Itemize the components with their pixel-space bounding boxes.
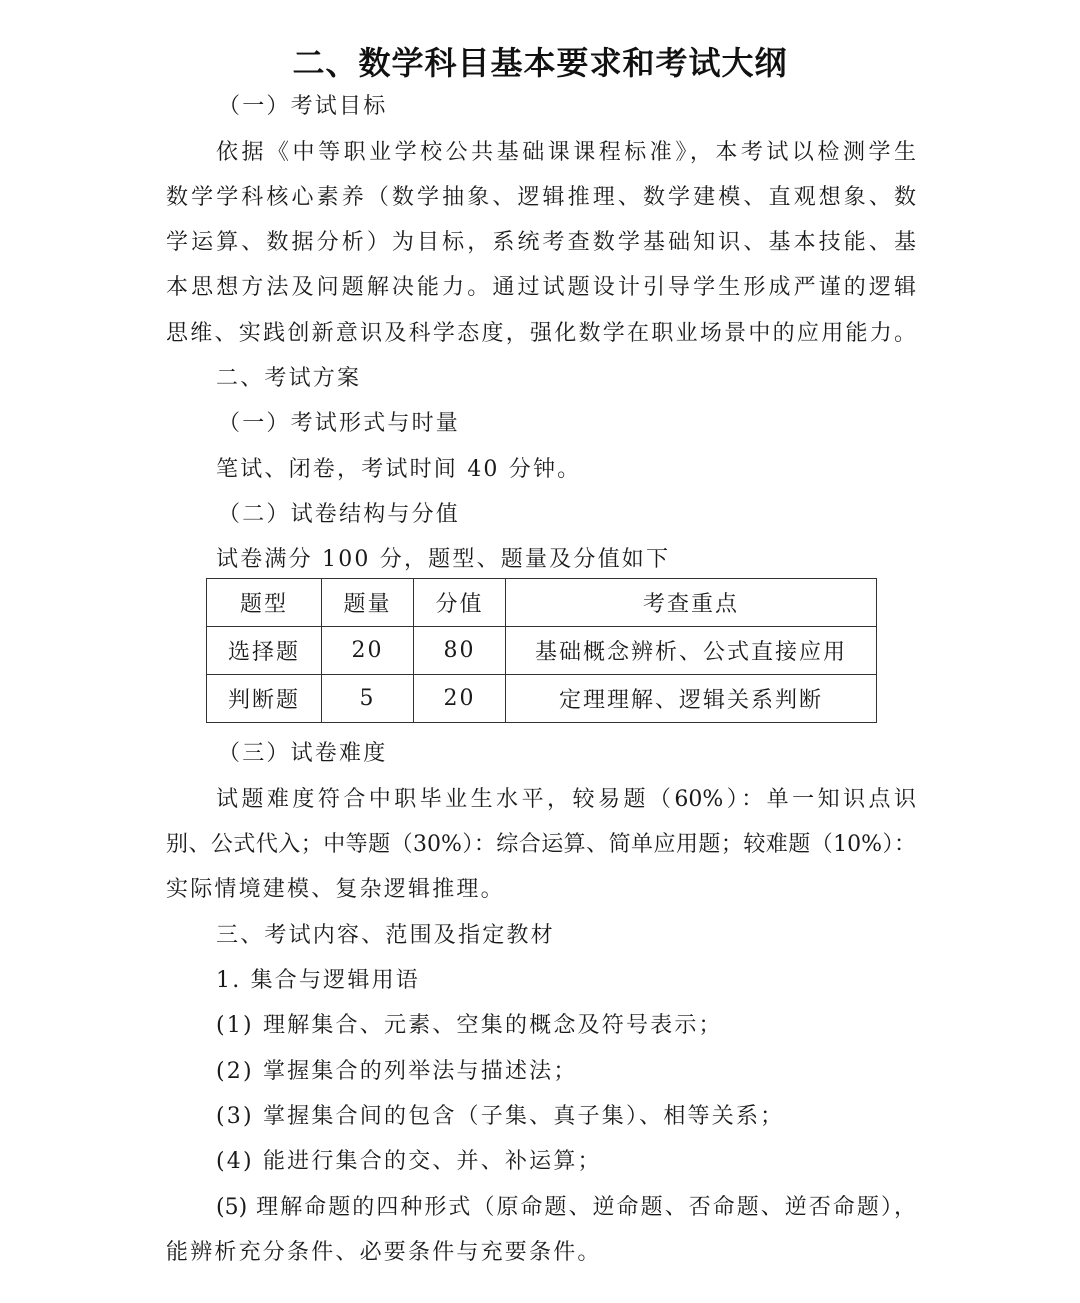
para-line: 学运算、数据分析）为目标，系统考查数学基础知识、基本技能、基 — [166, 230, 916, 255]
para-line: 别、公式代入；中等题（30%）：综合运算、简单应用题；较难题（10%）： — [166, 832, 916, 857]
paper-structure-text: 试卷满分 100 分，题型、题量及分值如下 — [216, 547, 671, 572]
document-title: 二、数学科目基本要求和考试大纲 — [292, 44, 788, 82]
heading-sets-logic: 1. 集合与逻辑用语 — [216, 968, 420, 993]
table-cell: 80 — [414, 627, 506, 675]
list-item: (3) 掌握集合间的包含（子集、真子集）、相等关系； — [216, 1104, 785, 1129]
para-line: 数学学科核心素养（数学抽象、逻辑推理、数学建模、直观想象、数 — [166, 185, 916, 210]
list-item-continuation: 能辨析充分条件、必要条件与充要条件。 — [166, 1240, 602, 1265]
exam-format-text: 笔试、闭卷，考试时间 40 分钟。 — [216, 457, 582, 482]
list-item: (4) 能进行集合的交、并、补运算； — [216, 1149, 602, 1174]
para-line: 本思想方法及问题解决能力。通过试题设计引导学生形成严谨的逻辑 — [166, 275, 916, 300]
heading-exam-goal: （一）考试目标 — [218, 94, 388, 119]
list-item: (1) 理解集合、元素、空集的概念及符号表示； — [216, 1013, 723, 1038]
table-cell: 基础概念辨析、公式直接应用 — [506, 627, 877, 675]
para-line: 依据《中等职业学校公共基础课课程标准》，本考试以检测学生 — [216, 140, 916, 165]
table-header-row — [207, 579, 877, 627]
table-cell: 20 — [414, 675, 506, 723]
para-line: 思维、实践创新意识及科学态度，强化数学在职业场景中的应用能力。 — [166, 321, 916, 346]
table-header-cell: 分值 — [414, 579, 506, 627]
list-item: (5) 理解命题的四种形式（原命题、逆命题、否命题、逆否命题）， — [216, 1195, 916, 1220]
table-row — [207, 627, 877, 675]
table-cell: 定理理解、逻辑关系判断 — [506, 675, 877, 723]
score-table — [206, 578, 877, 723]
table-cell: 5 — [322, 675, 414, 723]
para-line: 试题难度符合中职毕业生水平，较易题（60%）：单一知识点识 — [216, 787, 916, 812]
heading-exam-plan: 二、考试方案 — [216, 366, 362, 391]
heading-difficulty: （三）试卷难度 — [218, 741, 388, 766]
heading-exam-format: （一）考试形式与时量 — [218, 411, 461, 436]
table-cell: 20 — [322, 627, 414, 675]
heading-exam-content: 三、考试内容、范围及指定教材 — [216, 923, 555, 948]
list-item: (2) 掌握集合的列举法与描述法； — [216, 1059, 578, 1084]
table-row — [207, 675, 877, 723]
table-header-cell: 题量 — [322, 579, 414, 627]
heading-paper-structure: （二）试卷结构与分值 — [218, 502, 461, 527]
table-cell: 判断题 — [207, 675, 322, 723]
table-cell: 选择题 — [207, 627, 322, 675]
table-header-cell: 考查重点 — [506, 579, 877, 627]
table-header-cell: 题型 — [207, 579, 322, 627]
para-line: 实际情境建模、复杂逻辑推理。 — [166, 877, 505, 902]
